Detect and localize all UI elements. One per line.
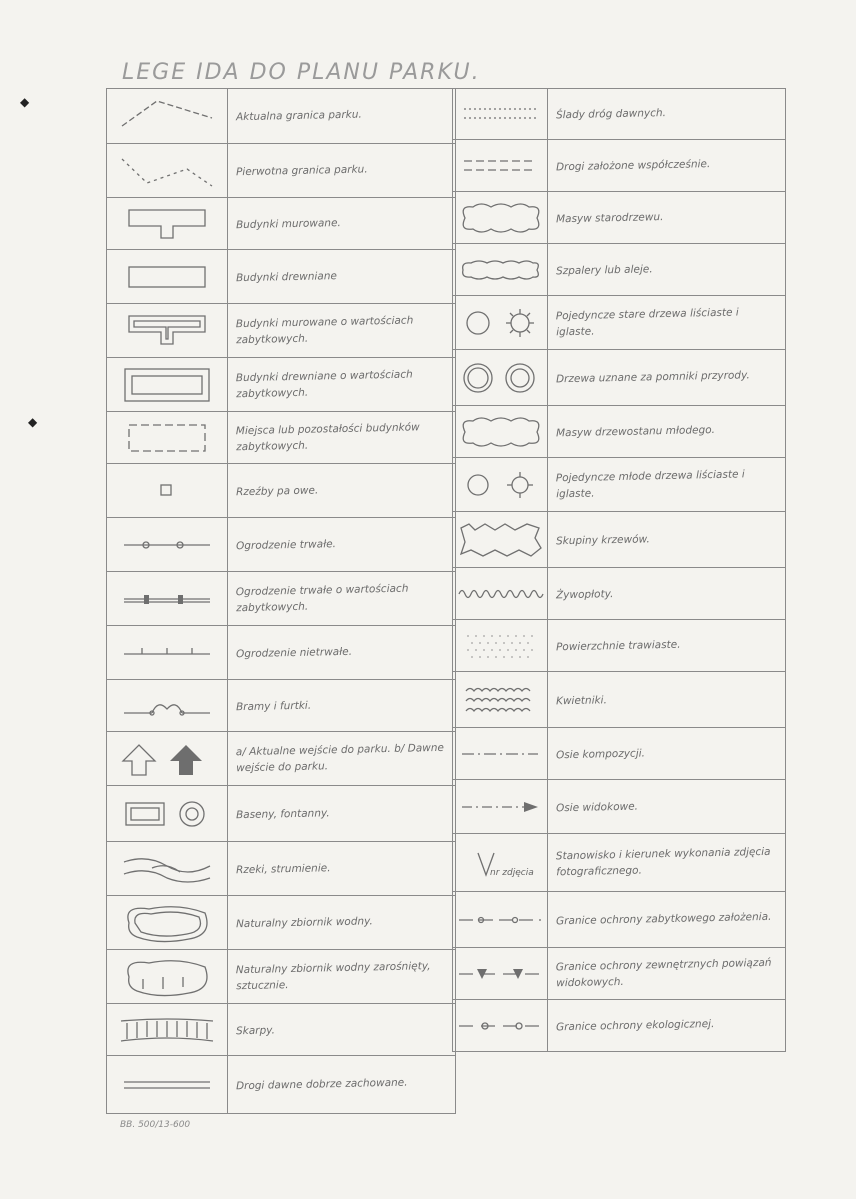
legend-row: [106, 250, 456, 304]
historic-brick-building-icon: [107, 304, 228, 357]
legend-label: Ogrodzenie trwałe.: [235, 537, 337, 552]
legend-label: Pierwotna granica parku.: [235, 163, 368, 178]
legend-label: Naturalny zbiornik wodny.: [235, 914, 373, 930]
legend-row: [452, 948, 786, 1000]
legend-row: [452, 458, 786, 512]
entrance-arrows-icon: [107, 732, 228, 785]
legend-label: Budynki drewniane o wartościach zabytkowych.: [235, 368, 413, 400]
legend-label: Kwietniki.: [555, 693, 607, 707]
river-icon: [107, 842, 228, 895]
historic-fence-icon: [107, 572, 228, 625]
legend-label: Miejsca lub pozostałości budynków zabytkowych.: [235, 421, 420, 453]
legend-row: [452, 296, 786, 350]
legend-row: [452, 892, 786, 948]
building-remains-icon: [107, 412, 228, 463]
legend-row: [452, 192, 786, 244]
ecological-protection-boundary-icon: [453, 1000, 548, 1051]
old-tree-mass-icon: [453, 192, 548, 243]
monument-protection-boundary-icon: [453, 892, 548, 947]
legend-row: [106, 786, 456, 842]
legend-row: [106, 358, 456, 412]
legend-row: [452, 350, 786, 406]
flowerbed-icon: [453, 672, 548, 727]
legend-label: Budynki murowane.: [235, 216, 341, 231]
current-boundary-icon: [107, 89, 228, 143]
legend-row: [452, 406, 786, 458]
composition-axis-icon: [453, 728, 548, 779]
original-boundary-icon: [107, 144, 228, 197]
view-axis-icon: [453, 780, 548, 833]
legend-label: Granice ochrony zabytkowego założenia.: [555, 910, 772, 927]
legend-row: [452, 140, 786, 192]
legend-label: Żywopłoty.: [555, 587, 614, 601]
view-protection-boundary-icon: [453, 948, 548, 999]
legend-label: Pojedyncze młode drzewa liściaste i iglaste.: [555, 468, 745, 500]
historic-wooden-building-icon: [107, 358, 228, 411]
permanent-fence-icon: [107, 518, 228, 571]
legend-row: [106, 1056, 456, 1114]
legend-label: Granice ochrony zewnętrznych powiązań widokowych.: [555, 956, 772, 989]
temporary-fence-icon: [107, 626, 228, 679]
legend-row: [452, 512, 786, 568]
legend-label: Ogrodzenie trwałe o wartościach zabytkowych.: [235, 582, 409, 614]
overgrown-pond-icon: [107, 950, 228, 1003]
legend-label: Masyw starodrzewu.: [555, 210, 664, 225]
legend-label: Baseny, fontanny.: [235, 806, 330, 821]
legend-label: Skupiny krzewów.: [555, 532, 650, 547]
legend-label: Budynki murowane o wartościach zabytkowych.: [235, 314, 414, 346]
wooden-building-icon: [107, 250, 228, 303]
legend-row: [106, 144, 456, 198]
slope-icon: [107, 1004, 228, 1055]
binder-hole-mark: ◆: [28, 415, 38, 429]
legend-row: [452, 728, 786, 780]
legend-label: Stanowisko i kierunek wykonania zdjęcia fotograficznego.: [555, 845, 771, 878]
legend-label: Osie widokowe.: [555, 800, 639, 814]
legend-row: [452, 620, 786, 672]
old-road-traces-icon: [453, 89, 548, 139]
binder-hole-mark: ◆: [20, 95, 30, 109]
old-road-icon: [107, 1056, 228, 1113]
legend-right-column: [452, 88, 786, 1052]
legend-label: Aktualna granica parku.: [235, 108, 362, 124]
legend-label: a/ Aktualne wejście do parku. b/ Dawne wejście do parku.: [235, 741, 445, 774]
legend-label: Drzewa uznane za pomniki przyrody.: [555, 368, 750, 385]
photo-point-icon: [453, 834, 548, 891]
legend-title: LEGE IDA DO PLANU PARKU.: [122, 60, 481, 85]
hedge-icon: [453, 568, 548, 619]
legend-row: [106, 412, 456, 464]
legend-label: Pojedyncze stare drzewa liściaste i iglaste.: [555, 306, 739, 338]
legend-row: [106, 1004, 456, 1056]
legend-label: Rzeźby pa owe.: [235, 484, 319, 498]
legend-row: [452, 88, 786, 140]
legend-label: Drogi założone współcześnie.: [555, 157, 711, 173]
legend-label: Rzeki, strumienie.: [235, 861, 331, 876]
legend-row: [452, 244, 786, 296]
legend-row: [106, 464, 456, 518]
gate-icon: [107, 680, 228, 731]
legend-row: [106, 950, 456, 1004]
legend-row: [452, 1000, 786, 1052]
natural-pond-icon: [107, 896, 228, 949]
single-old-trees-icon: [453, 296, 548, 349]
legend-label: Osie kompozycji.: [555, 747, 646, 761]
legend-left-column: [106, 88, 456, 1114]
legend-label: Granice ochrony ekologicznej.: [555, 1017, 715, 1033]
legend-row: [452, 568, 786, 620]
legend-row: [452, 780, 786, 834]
legend-label: Szpalery lub aleje.: [555, 262, 653, 277]
grass-area-icon: [453, 620, 548, 671]
legend-row: [106, 518, 456, 572]
legend-row: [106, 896, 456, 950]
legend-row: [106, 88, 456, 144]
legend-label: Drogi dawne dobrze zachowane.: [235, 1076, 408, 1092]
legend-row: [106, 572, 456, 626]
modern-road-icon: [453, 140, 548, 191]
photo-number-label: nr zdjęcia: [490, 867, 534, 878]
legend-label: Ogrodzenie nietrwałe.: [235, 645, 353, 660]
sculpture-icon: [107, 464, 228, 517]
legend-row: [106, 198, 456, 250]
shrub-group-icon: [453, 512, 548, 567]
legend-label: Bramy i furtki.: [235, 699, 312, 713]
legend-row: [452, 834, 786, 892]
legend-row: [106, 680, 456, 732]
legend-row: [106, 842, 456, 896]
legend-label: Skarpy.: [235, 1024, 276, 1037]
legend-label: Masyw drzewostanu młodego.: [555, 423, 716, 439]
legend-row: [106, 304, 456, 358]
legend-row: [106, 626, 456, 680]
archive-signature: BB. 500/13-600: [120, 1120, 191, 1130]
legend-row: [106, 732, 456, 786]
monument-trees-icon: [453, 350, 548, 405]
legend-label: Ślady dróg dawnych.: [555, 107, 667, 122]
young-tree-mass-icon: [453, 406, 548, 457]
legend-label: Budynki drewniane: [235, 269, 337, 284]
legend-label: Naturalny zbiornik wodny zarośnięty, sztucznie.: [235, 959, 431, 992]
legend-row: [452, 672, 786, 728]
legend-label: Powierzchnie trawiaste.: [555, 638, 681, 653]
pool-fountain-icon: [107, 786, 228, 841]
single-young-trees-icon: [453, 458, 548, 511]
avenue-icon: [453, 244, 548, 295]
brick-building-icon: [107, 198, 228, 249]
